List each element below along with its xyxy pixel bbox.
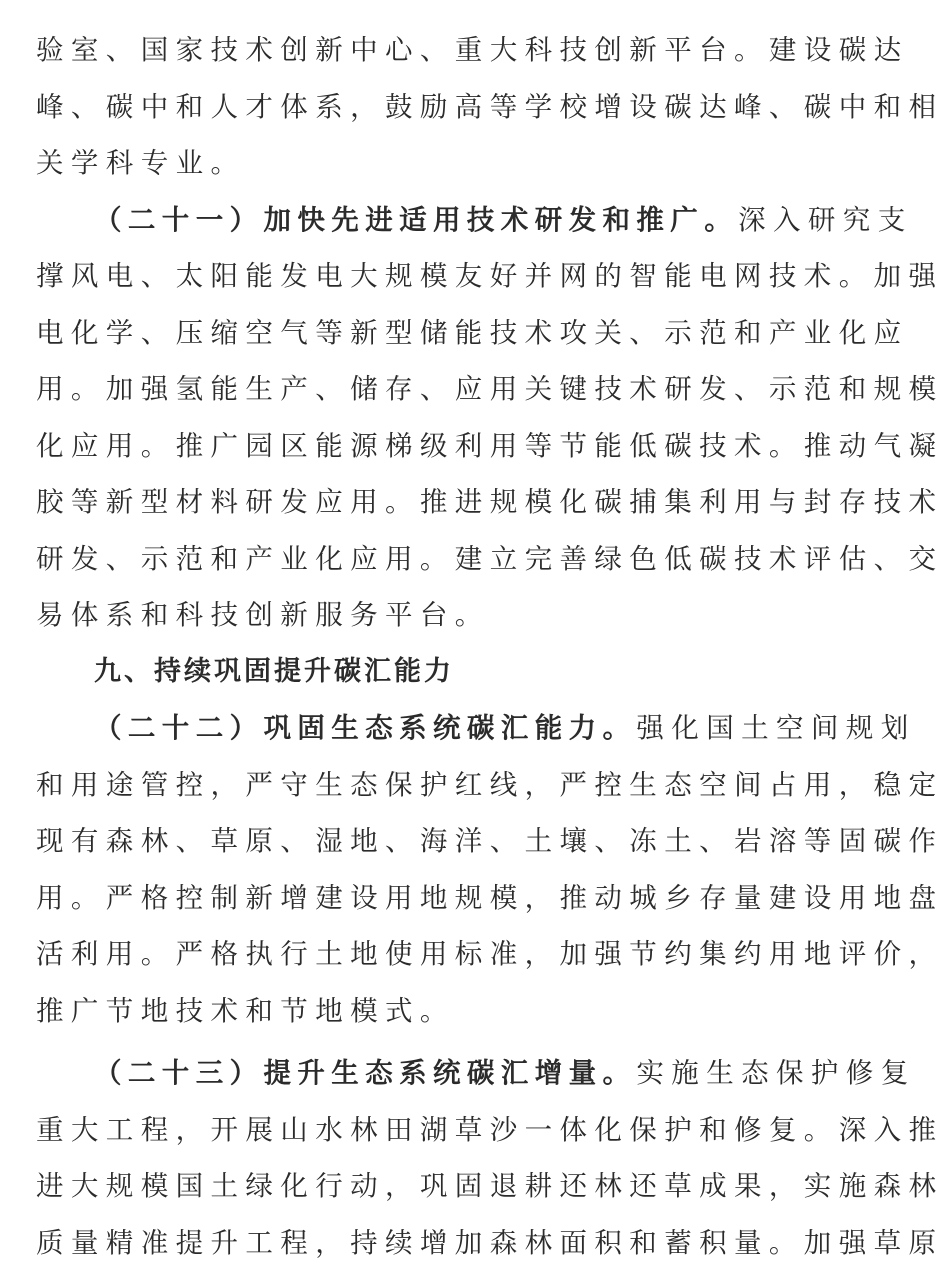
text-line: 验室、国家技术创新中心、重大科技创新平台。建设碳达 [36,22,836,79]
text-line: 重大工程，开展山水林田湖草沙一体化保护和修复。深入推 [36,1102,836,1159]
paragraph-23-lead: （二十三）提升生态系统碳汇增量。 [94,1057,636,1089]
paragraph-23-first-line [36,1045,836,1102]
text-line: 研发、示范和产业化应用。建立完善绿色低碳技术评估、交 [36,531,836,588]
section-heading: 九、持续巩固提升碳汇能力 [36,644,836,701]
paragraph-21-first-line [36,192,836,249]
text-line: 用。严格控制新增建设用地规模，推动城乡存量建设用地盘 [36,870,836,927]
text-line: 电化学、压缩空气等新型储能技术攻关、示范和产业化应 [36,305,836,362]
text-line: 质量精准提升工程，持续增加森林面积和蓄积量。加强草原 [36,1215,836,1271]
paragraph-21-lead: （二十一）加快先进适用技术研发和推广。 [94,204,738,236]
text-line: 进大规模国土绿化行动，巩固退耕还林还草成果，实施森林 [36,1158,836,1215]
text-line: 峰、碳中和人才体系，鼓励高等学校增设碳达峰、碳中和相 [36,79,836,136]
paragraph-22-lead: （二十二）巩固生态系统碳汇能力。 [94,712,636,744]
text-line: 现有森林、草原、湿地、海洋、土壤、冻土、岩溶等固碳作 [36,813,836,870]
text-line: 化应用。推广园区能源梯级利用等节能低碳技术。推动气凝 [36,418,836,475]
text-line: 推广节地技术和节地模式。 [36,983,836,1040]
text-line: 和用途管控，严守生态保护红线，严控生态空间占用，稳定 [36,757,836,814]
text-line: 用。加强氢能生产、储存、应用关键技术研发、示范和规模 [36,361,836,418]
paragraph-21-first-rest: 深入研究支 [738,204,913,236]
text-line: 易体系和科技创新服务平台。 [36,587,836,644]
text-line: 关学科专业。 [36,135,836,192]
paragraph-22-first-line [36,700,836,757]
paragraph-23-first-rest: 实施生态保护修复 [636,1057,915,1089]
text-line: 活利用。严格执行土地使用标准，加强节约集约用地评价， [36,926,836,983]
text-line: 撑风电、太阳能发电大规模友好并网的智能电网技术。加强 [36,248,836,305]
text-line: 胶等新型材料研发应用。推进规模化碳捕集利用与封存技术 [36,474,836,531]
paragraph-22-first-rest: 强化国土空间规划 [636,712,915,744]
